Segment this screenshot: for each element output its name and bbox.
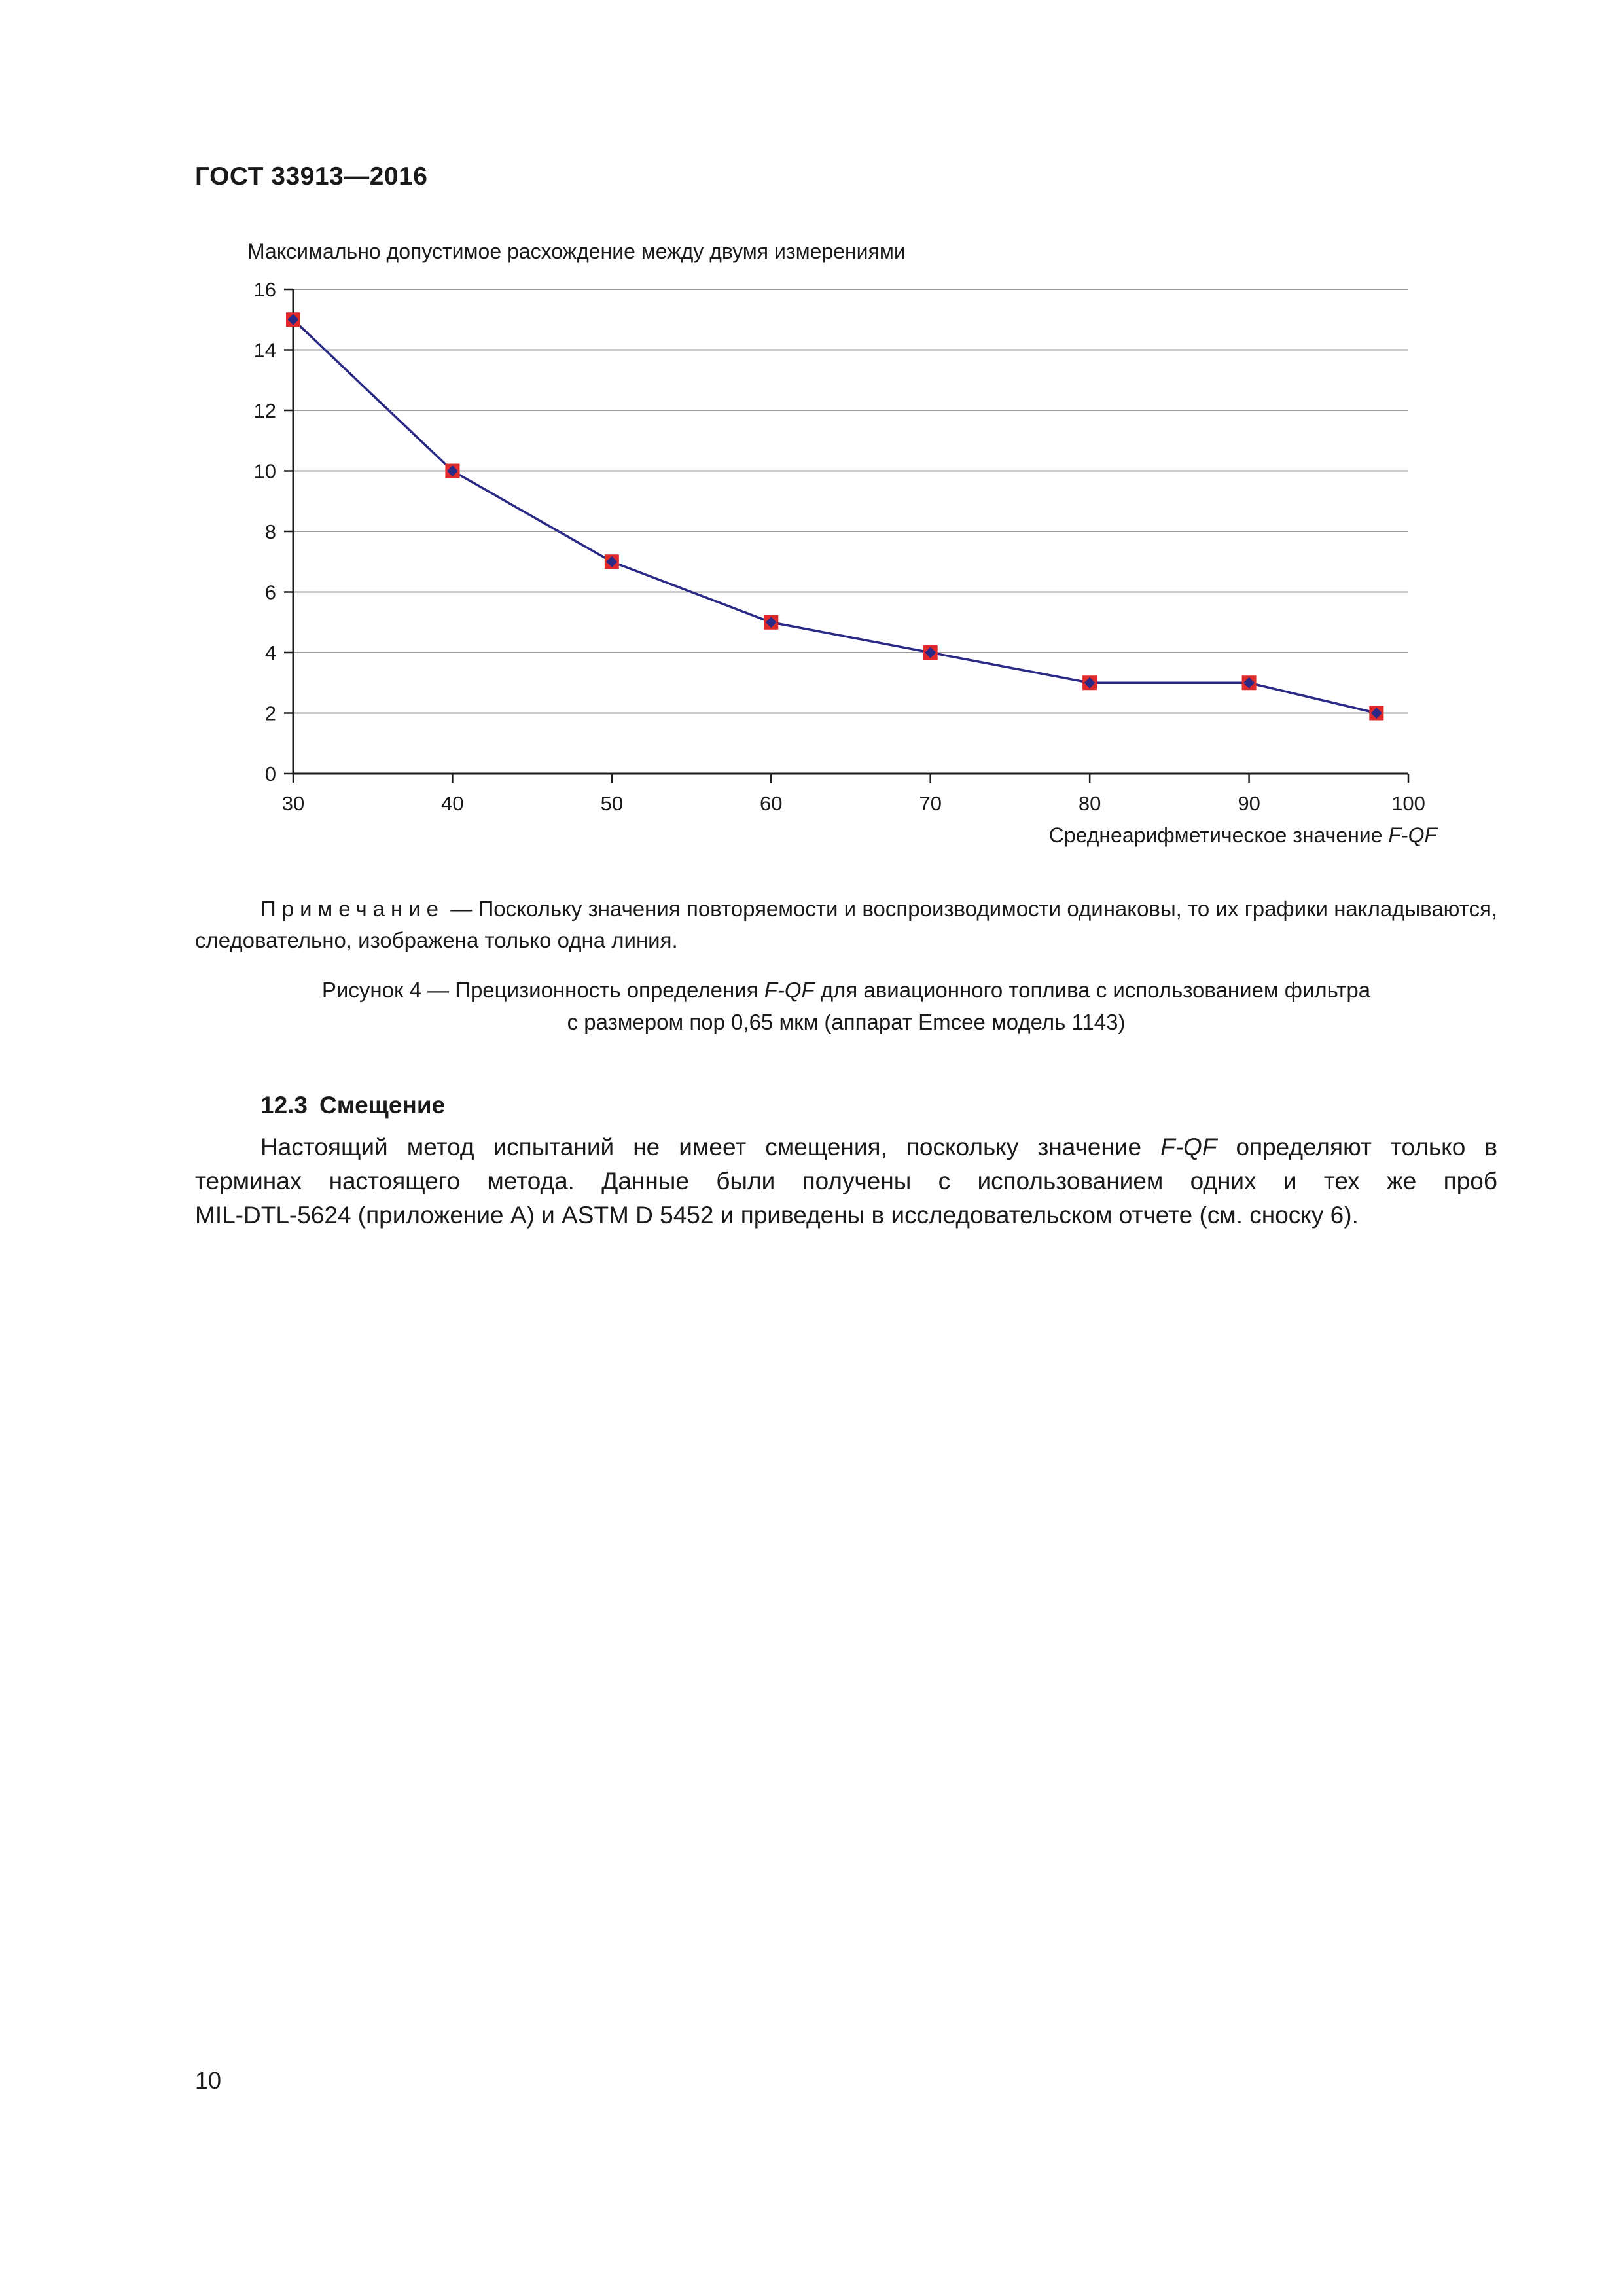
- caption-line-1: [195, 974, 1497, 1006]
- caption-prefix: Рисунок 4 — Прецизионность определения: [321, 978, 764, 1002]
- x-tick-label: 60: [760, 792, 783, 815]
- caption-rest: для авиационного топлива с использованием фильтра: [814, 978, 1371, 1002]
- x-axis-label-variable: F-QF: [1388, 823, 1437, 847]
- paragraph-line-1: [195, 1130, 1497, 1164]
- x-tick-label: 30: [281, 792, 305, 815]
- series-line: [293, 319, 1376, 713]
- section-number: 12.3: [260, 1092, 308, 1119]
- x-axis-label-text: Среднеарифметическое значение: [1048, 823, 1389, 847]
- paragraph-line-3: MIL-DTL-5624 (приложение А) и ASTM D 5452 и приведены в исследовательском отчете (см. сноску 6).: [195, 1202, 1359, 1229]
- y-tick-label: 8: [264, 520, 276, 543]
- precision-chart: [0, 0, 1623, 890]
- y-tick-label: 12: [253, 399, 276, 422]
- y-tick-label: 10: [253, 459, 276, 483]
- paragraph-line-2: терминах настоящего метода. Данные были получены с использованием одних и тех же проб: [195, 1168, 1497, 1194]
- figure-caption: [195, 974, 1497, 1038]
- x-tick-label: 80: [1078, 792, 1101, 815]
- x-tick-label: 40: [441, 792, 464, 815]
- x-tick-label: 100: [1391, 792, 1425, 815]
- y-tick-label: 0: [264, 762, 276, 785]
- x-axis-label: [1049, 823, 1439, 847]
- page-number: 10: [195, 2067, 222, 2094]
- section-heading: [260, 1092, 445, 1119]
- note-label: Примечание: [260, 897, 445, 921]
- x-tick-label: 90: [1238, 792, 1260, 815]
- section-paragraph: [195, 1130, 1497, 1232]
- paragraph-variable: F-QF: [1160, 1134, 1217, 1160]
- y-tick-label: 6: [264, 581, 276, 604]
- paragraph-line-1-b: определяют только в: [1217, 1134, 1497, 1160]
- y-tick-label: 16: [253, 278, 276, 301]
- x-tick-label: 50: [600, 792, 624, 815]
- y-tick-label: 14: [253, 338, 276, 362]
- y-tick-label: 2: [264, 702, 276, 725]
- note-text: — Поскольку значения повторяемости и воспроизводимости одинаковы, то их графики накладываются, следовательно, изображена только одна линия.: [195, 897, 1497, 952]
- section-title-text: Смещение: [319, 1092, 446, 1119]
- y-tick-label: 4: [264, 641, 276, 664]
- x-tick-label: 70: [919, 792, 942, 815]
- document-code: ГОСТ 33913—2016: [195, 162, 428, 190]
- paragraph-line-1-a: Настоящий метод испытаний не имеет смещения, поскольку значение: [260, 1134, 1161, 1160]
- caption-variable: F-QF: [764, 978, 815, 1002]
- figure-note: [195, 893, 1497, 956]
- caption-line-2: с размером пор 0,65 мкм (аппарат Emcee модель 1143): [567, 1010, 1126, 1034]
- y-axis-label: Максимально допустимое расхождение между двумя измерениями: [247, 240, 906, 263]
